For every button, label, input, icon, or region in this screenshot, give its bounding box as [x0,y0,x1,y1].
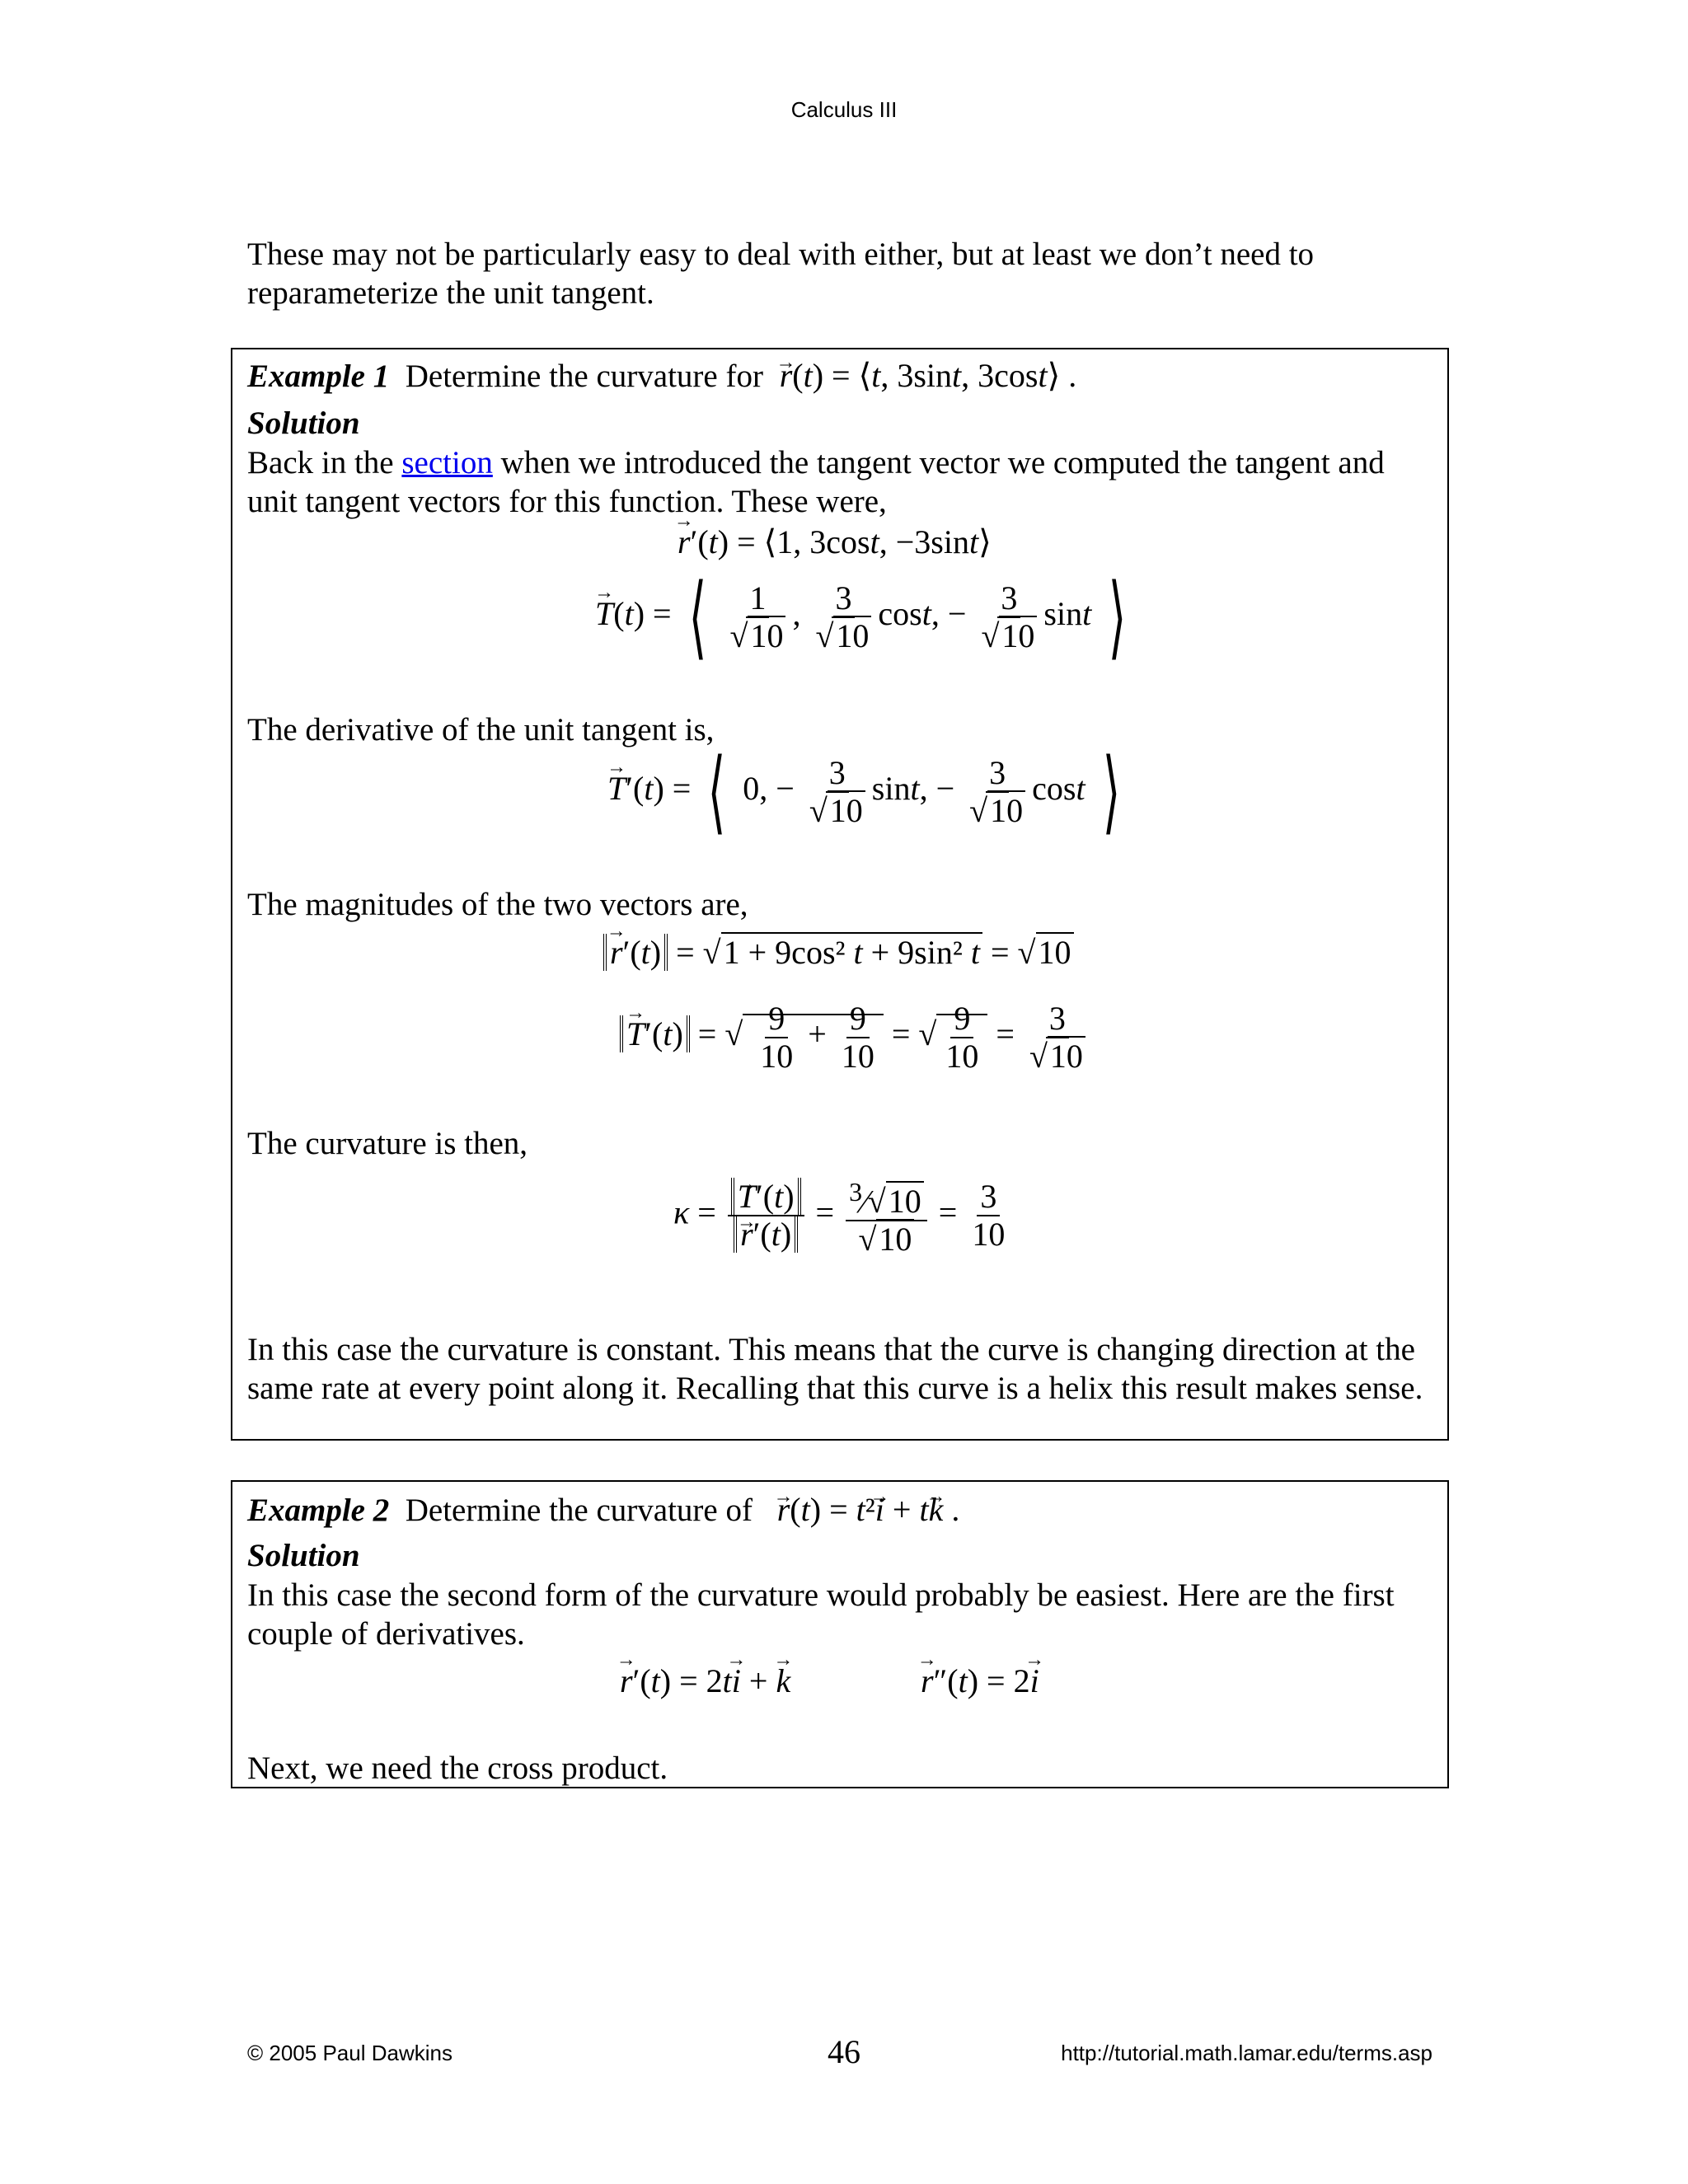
example-2-label: Example 2 [247,1493,390,1528]
example-1-paragraph-3: The magnitudes of the two vectors are, [247,887,748,922]
example-1-box [231,348,1449,1441]
example-1-paragraph-2: The derivative of the unit tangent is, [247,712,715,748]
example-2-box [231,1480,1449,1788]
example-1-paragraph-4: The curvature is then, [247,1126,528,1161]
footer-page-number: 46 [828,2033,860,2070]
equation-ex2-r-prime: → r′(t) = 2t→ i + → k [620,1661,790,1700]
example-1-paragraph-5: In this case the curvature is constant. This means that the curve is changing direction at the same rate at every point along it. Recalling that this curve is a helix this result makes sense. [247,1332,1423,1406]
example-2-statement: Example 2 Determine the curvature of → r(t) = t²→ i + t→ k . [247,1490,959,1530]
example-1-function: → r(t) = ⟨t, 3sint, 3cost⟩ . [771,357,1077,394]
example-2-function: → r(t) = t²→ i + t→ k . [761,1491,960,1528]
example-1-solution-heading: Solution [247,405,360,441]
section-link[interactable]: section [401,445,493,480]
example-1-paragraph-1: Back in the section when we introduced the tangent vector we computed the tangent and unit tangent vectors for this function. These were, [247,445,1385,519]
example-1-statement: Example 1 Determine the curvature for → r(t) = ⟨t, 3sint, 3cost⟩ . [247,356,1076,396]
equation-unit-tangent-derivative: → T′(t) = ⟨ 0, − $\frac{3}{√10}$ sint, − $\frac{3}{√10}$ cost ⟩ [607,755,1128,829]
footer-url[interactable]: http://tutorial.math.lamar.edu/terms.asp [1061,2041,1432,2065]
equation-magnitude-t-prime: → T′(t) = √ $\frac{9}{10}$ + $\frac{9}{10}$ = √ $\frac{9}{10}$ = $\frac{3}{√10}$ [620,1001,1092,1075]
equation-ex2-r-double-prime: → r″(t) = 2→ i [921,1661,1039,1700]
example-2-solution-heading: Solution [247,1538,360,1573]
intro-paragraph: These may not be particularly easy to deal with either, but at least we don’t need to reparameterize the unit tangent. [247,237,1315,311]
running-header: Calculus III [790,97,898,122]
footer-copyright: © 2005 Paul Dawkins [247,2041,452,2065]
example-2-paragraph-2: Next, we need the cross product. [247,1750,668,1786]
equation-magnitude-r-prime: → r′(t) = √1 + 9cos² t + 9sin² t = √10 [603,933,1074,972]
example-1-label: Example 1 [247,359,390,394]
example-2-paragraph-1: In this case the second form of the curvature would probably be easiest. Here are the first couple of derivatives. [247,1577,1395,1652]
equation-curvature: κ = → T′(t) → r′(t) = $\frac{^3⁄√10}{√10}$ = $\frac{3}{10}$ [673,1174,1011,1258]
equation-r-prime: → r′(t) = ⟨1, 3cost, −3sint⟩ [678,523,992,561]
equation-unit-tangent: → T(t) = ⟨ $\frac{1}{√10}$ , $\frac{3}{√10}$ cost, − $\frac{3}{√10}$ sint ⟩ [595,580,1135,654]
